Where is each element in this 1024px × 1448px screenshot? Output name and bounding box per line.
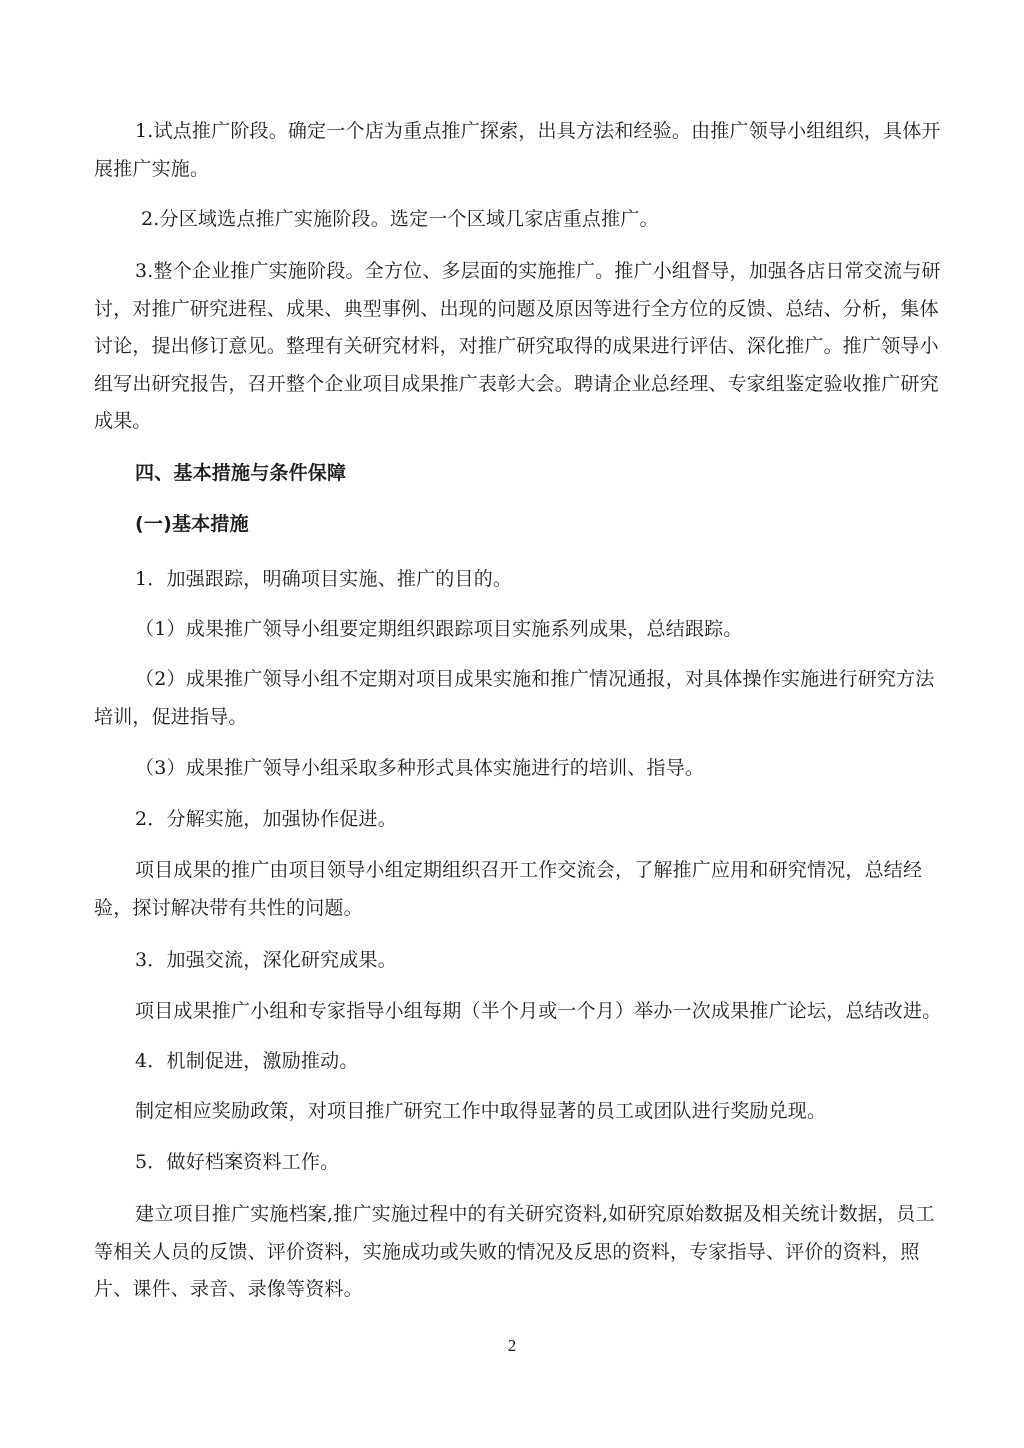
paragraph-enterprise-stage: 3.整个企业推广实施阶段。全方位、多层面的实施推广。推广小组督导，加强各店日常交流与研讨，对推广研究进程、成果、典型事例、出现的问题及原因等进行全方位的反馈、总结、分析，集体讨论，提出修订意见。整理有关研究材料，对推广研究取得的成果进行评估、深化推广。推广领导小组写出研究报告，召开整个企业项目成果推广表彰大会。聘请企业总经理、专家组鉴定验收推广研究成果。 — [94, 260, 941, 432]
measure-2-title: 2．分解实施，加强协作促进。 — [135, 808, 397, 830]
measure-4-body: 制定相应奖励政策，对项目推广研究工作中取得显著的员工或团队进行奖励兑现。 — [135, 1100, 827, 1122]
measure-3-title: 3．加强交流，深化研究成果。 — [135, 949, 397, 971]
measure-5-title: 5．做好档案资料工作。 — [135, 1151, 340, 1173]
measure-2-body: 项目成果的推广由项目领导小组定期组织召开工作交流会，了解推广应用和研究情况，总结经验，探讨解决带有共性的问题。 — [94, 859, 923, 919]
subsection-heading: (一)基本措施 — [135, 513, 249, 535]
measure-1-title: 1．加强跟踪，明确项目实施、推广的目的。 — [135, 568, 513, 590]
measure-5-body: 建立项目推广实施档案,推广实施过程中的有关研究资料,如研究原始数据及相关统计数据，员工等相关人员的反馈、评价资料，实施成功或失败的情况及反思的资料，专家指导、评价的资料，照片、课件、录音、录像等资料。 — [94, 1203, 935, 1300]
section-heading: 四、基本措施与条件保障 — [135, 462, 347, 484]
measure-3-body: 项目成果推广小组和专家指导小组每期（半个月或一个月）举办一次成果推广论坛，总结改进。 — [135, 1000, 942, 1022]
measure-1-item-1: （1）成果推广领导小组要定期组织跟踪项目实施系列成果，总结跟踪。 — [135, 618, 743, 640]
measure-1-item-3: （3）成果推广领导小组采取多种形式具体实施进行的培训、指导。 — [135, 757, 705, 779]
measure-1-item-2: （2）成果推广领导小组不定期对项目成果实施和推广情况通报，对具体操作实施进行研究方法培训，促进指导。 — [94, 668, 935, 728]
paragraph-pilot-stage: 1.试点推广阶段。确定一个店为重点推广探索，出具方法和经验。由推广领导小组组织，具体开展推广实施。 — [94, 120, 941, 180]
page-number: 2 — [507, 1336, 517, 1355]
document-page — [94, 0, 944, 1448]
measure-4-title: 4．机制促进，激励推动。 — [135, 1050, 359, 1072]
paragraph-regional-stage: 2.分区域选点推广实施阶段。选定一个区域几家店重点推广。 — [141, 208, 659, 230]
